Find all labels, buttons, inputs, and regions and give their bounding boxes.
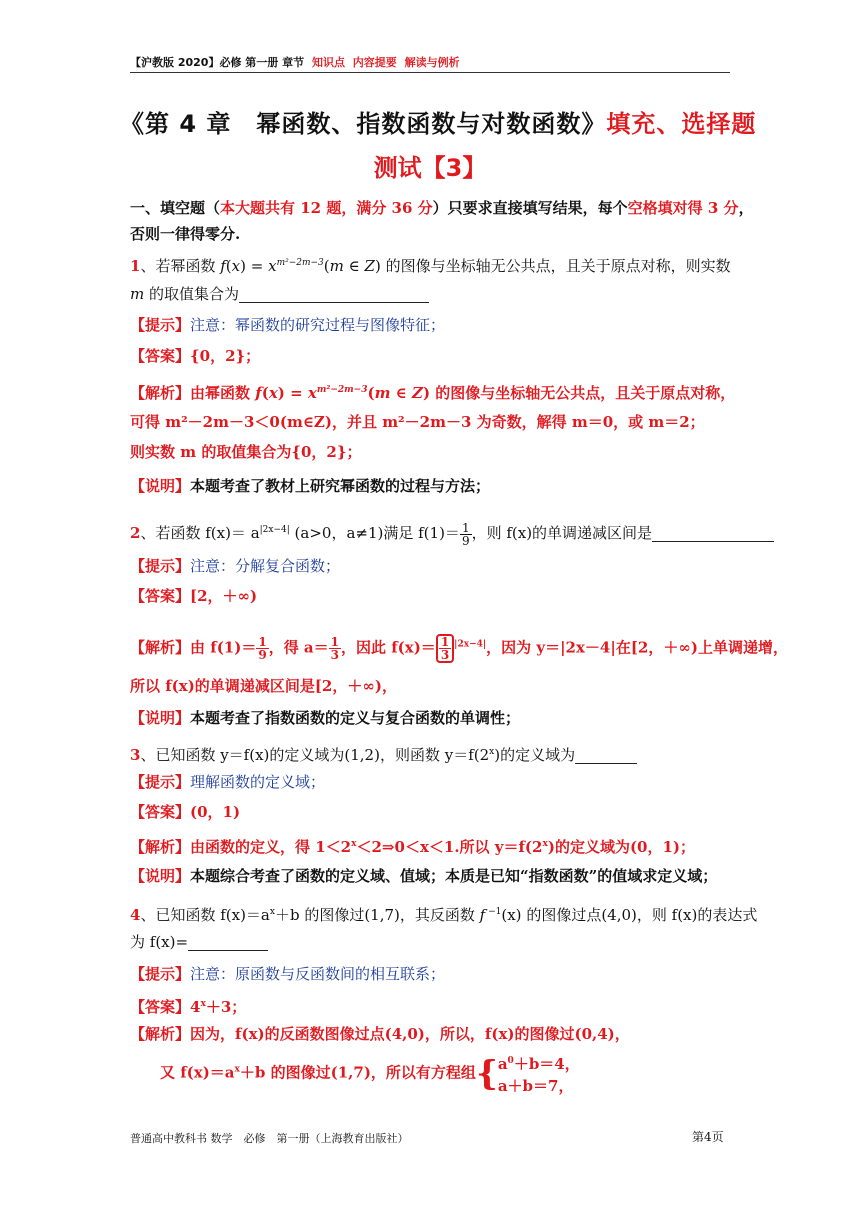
q4-analysis-line1: 因为，f(x)的反函数图像过点(4,0)，所以，f(x)的图像过(0,4)， (190, 1025, 630, 1043)
hint-tag: 【提示】 (130, 557, 191, 575)
q2-aa-num: 1 (330, 635, 339, 649)
q3-exponent: x (489, 747, 495, 757)
analysis-tag: 【解析】 (130, 1025, 191, 1043)
q4-answer-b: ＋3； (205, 998, 247, 1016)
q4-stem-line2 (130, 932, 268, 952)
q1-note-text: 本题考查了教材上研究幂函数的过程与方法； (190, 477, 491, 495)
section-blank-score: 空格填对得 3 分 (627, 199, 739, 217)
q2-fraction (460, 522, 472, 547)
q4-analysis-line2 (160, 1050, 580, 1097)
q4-stem-a: 、已知函数 f(x)＝a (140, 906, 270, 924)
q2-stem-a: 、若函数 f(x)＝ a (140, 524, 260, 542)
analysis-tag: 【解析】 (130, 384, 191, 402)
q4-equation-system (498, 1050, 580, 1097)
section-mid: ）只要求直接填写结果，每个 (432, 199, 628, 217)
q4-hint (130, 964, 445, 984)
q1-analysis-line3: 则实数 m 的取值集合为{0，2}； (130, 443, 362, 461)
note-tag: 【说明】 (130, 477, 191, 495)
q1-hint-text: 注意：幂函数的研究过程与图像特征； (190, 316, 446, 334)
q1-stem-d: 的取值集合为 (144, 285, 240, 303)
q4-answer-exp: x (200, 999, 206, 1009)
q2-analysis-e: [2，＋∞)上单调递增， (630, 638, 788, 657)
q2-analysis-a: 由 f(1)＝ (190, 638, 257, 657)
q3-answer-text: (0，1) (190, 803, 241, 821)
q4-exponent: x (269, 907, 275, 917)
q3-analysis (130, 834, 695, 857)
note-tag: 【说明】 (130, 867, 191, 885)
section-heading-line2: 否则一律得零分. (130, 225, 241, 243)
q1-var-m: m (130, 285, 145, 303)
q1-analysis-a: 由幂函数 (190, 384, 251, 402)
q1-answer-text: {0，2}； (190, 347, 261, 365)
q2-answer-text: [2，＋∞) (190, 587, 258, 605)
q4-system-brace: { (475, 1053, 498, 1094)
q3-hint (130, 772, 325, 792)
hint-tag: 【提示】 (130, 965, 191, 983)
q3-analysis-a: 由函数的定义，得 1＜2 (190, 838, 352, 856)
q2-frac-num: 1 (461, 520, 470, 535)
q2-answer-blank[interactable] (652, 525, 774, 542)
page-number: 第4页 (692, 1130, 724, 1144)
q3-stem-b: )的定义域为 (494, 746, 576, 764)
q4-analysis2-exp: x (234, 1064, 240, 1075)
q2-answer (130, 586, 257, 606)
answer-tag: 【答案】 (130, 998, 191, 1016)
q2-note (130, 708, 520, 728)
q4-eq2: a＋b＝7， (497, 1077, 574, 1095)
q2-analysis-b: ，得 a＝ (268, 638, 329, 657)
q2-analysis-frac-a (329, 636, 341, 661)
page-header (130, 54, 464, 70)
q3-analysis-exp2: x (542, 839, 548, 849)
q2-hint (130, 556, 340, 576)
note-tag: 【说明】 (130, 709, 191, 727)
q1-note (130, 476, 490, 496)
q1-analysis-formula: f (255, 384, 262, 402)
q2-analysis-base (439, 636, 451, 661)
q2-analysis-frac-f (256, 636, 268, 661)
q1-answer (130, 346, 260, 366)
q3-stem-a: 、已知函数 y＝f(x)的定义域为(1,2)，则函数 y＝f(2 (140, 746, 490, 764)
q4-inverse-f: f (479, 906, 486, 924)
q4-eq1-a: a (497, 1055, 508, 1073)
q2-exponent: |2x−4| (259, 525, 290, 535)
q4-eq1 (498, 1055, 580, 1073)
q2-analysis-d: ，因为 y＝|2x－4|在 (486, 638, 631, 657)
q4-stem (130, 902, 757, 925)
q2-frac-den: 9 (461, 533, 470, 548)
hint-tag: 【提示】 (130, 773, 191, 791)
q4-analysis2-b: ＋b 的图像过(1,7)，所以有方程组 (239, 1063, 476, 1082)
q2-analysis (130, 634, 788, 663)
analysis-tag: 【解析】 (130, 838, 191, 856)
answer-tag: 【答案】 (130, 803, 191, 821)
q1-stem: 1、若幂函数 $f(x) = x^{m^2-2m-3}(m$ ∈ Z) 的图像与坐标轴无公共点，且关于原点对称，则实数 (130, 257, 731, 275)
q2-note-text: 本题考查了指数函数的定义与复合函数的单调性； (190, 709, 521, 727)
answer-tag: 【答案】 (130, 587, 191, 605)
section-end: ， (738, 199, 754, 217)
q1-analysis: 【解析】由幂函数 $f(x) = x^{m^2-2m-3}(m$ ∈ Z) 的图像与坐标轴无公共点，且关于原点对称， (130, 384, 736, 402)
page-subtitle: 测试【3】 (373, 154, 487, 182)
q4-hint-text: 注意：原函数与反函数间的相互联系； (190, 965, 446, 983)
q3-note (130, 866, 717, 886)
q1-number: 1 (130, 257, 141, 275)
q3-stem (130, 742, 637, 765)
q3-analysis-b: ＜2⇒0＜x＜1.所以 y＝f(2 (356, 838, 543, 856)
q4-analysis (130, 1024, 630, 1044)
q4-stem-d: 为 f(x)= (130, 933, 189, 951)
header-divider (130, 72, 730, 73)
q4-inverse-arg: (x) (501, 906, 522, 924)
title-chapter: 《第 4 章 幂函数、指数函数与对数函数》 (120, 110, 607, 138)
page-footer: 普通高中教科书 数学 必修 第一册（上海教育出版社） (130, 1132, 409, 1145)
q3-note-text: 本题综合考查了函数的定义域、值域；本质是已知“指数函数”的值域求定义域； (190, 867, 718, 885)
q1-answer-blank[interactable] (239, 286, 429, 303)
header-tag-analysis: 解读与例析 (404, 56, 460, 69)
q1-analysis-b: 的图像与坐标轴无公共点，且关于原点对称， (435, 384, 736, 402)
section-score: 本大题共有 12 题，满分 36 分 (220, 199, 433, 217)
header-tag-summary: 内容提要 (352, 56, 397, 69)
q2-hint-text: 注意：分解复合函数； (190, 557, 341, 575)
header-book: 【沪教版 2020】必修 第一册 章节 (130, 56, 305, 69)
q4-answer (130, 994, 246, 1017)
q4-stem-c: 的图像过点(4,0)，则 f(x)的表达式 (521, 906, 758, 924)
q3-answer-blank[interactable] (575, 747, 637, 764)
header-tag-knowledge: 知识点 (311, 56, 345, 69)
q3-answer (130, 802, 240, 822)
q2-analysis-exp: |2x−4| (454, 639, 487, 650)
title-type: 填充、选择题 (606, 110, 757, 138)
q4-eq1-b: ＋b＝4， (513, 1055, 580, 1073)
q4-number: 4 (130, 906, 141, 924)
q4-analysis2-a: 又 f(x)＝a (160, 1063, 235, 1082)
section-heading (130, 198, 754, 218)
q2-stem-b: (a>0，a≠1)满足 f(1)＝ (289, 524, 460, 542)
q1-stem-b: 的图像与坐标轴无公共点，且关于原点对称，则实数 (385, 257, 731, 275)
q4-answer-blank[interactable] (188, 934, 268, 951)
q4-inverse-exp: −1 (485, 907, 502, 917)
page-title (120, 104, 757, 139)
analysis-tag: 【解析】 (130, 638, 191, 657)
q1-stem-a: 、若幂函数 (140, 257, 216, 275)
q1-formula: f (220, 257, 226, 275)
q3-analysis-exp: x (351, 839, 357, 849)
answer-tag: 【答案】 (130, 347, 191, 365)
q2-aa-den: 3 (330, 648, 339, 662)
q4-answer-a: 4 (190, 998, 201, 1016)
q4-stem-b: ＋b 的图像过(1,7)，其反函数 (274, 906, 475, 924)
q1-analysis-line2: 可得 m²－2m－3＜0(m∈Z)，并且 m²－2m－3 为奇数，解得 m＝0，或 m＝2； (130, 413, 705, 431)
q2-af-num: 1 (258, 635, 267, 649)
q2-analysis-bracket (436, 634, 454, 663)
q2-base-num: 1 (440, 635, 450, 649)
q1-stem-line2 (130, 284, 429, 304)
q3-number: 3 (130, 746, 141, 764)
q2-af-den: 9 (258, 648, 267, 662)
q2-analysis-c: ，因此 f(x)＝ (341, 638, 436, 657)
q2-stem (130, 520, 774, 547)
q2-number: 2 (130, 524, 141, 542)
q2-stem-c: ，则 f(x)的单调递减区间是 (471, 524, 653, 542)
section-prefix: 一、填空题（ (130, 199, 221, 217)
q2-analysis-line2: 所以 f(x)的单调递减区间是[2，＋∞)， (130, 677, 397, 695)
q3-hint-text: 理解函数的定义域； (190, 773, 326, 791)
q3-analysis-c: )的定义域为(0，1)； (547, 838, 696, 856)
hint-tag: 【提示】 (130, 316, 191, 334)
q1-hint (130, 315, 445, 335)
q2-base-den: 3 (440, 648, 450, 662)
q4-eq1-exp: 0 (507, 1056, 514, 1066)
